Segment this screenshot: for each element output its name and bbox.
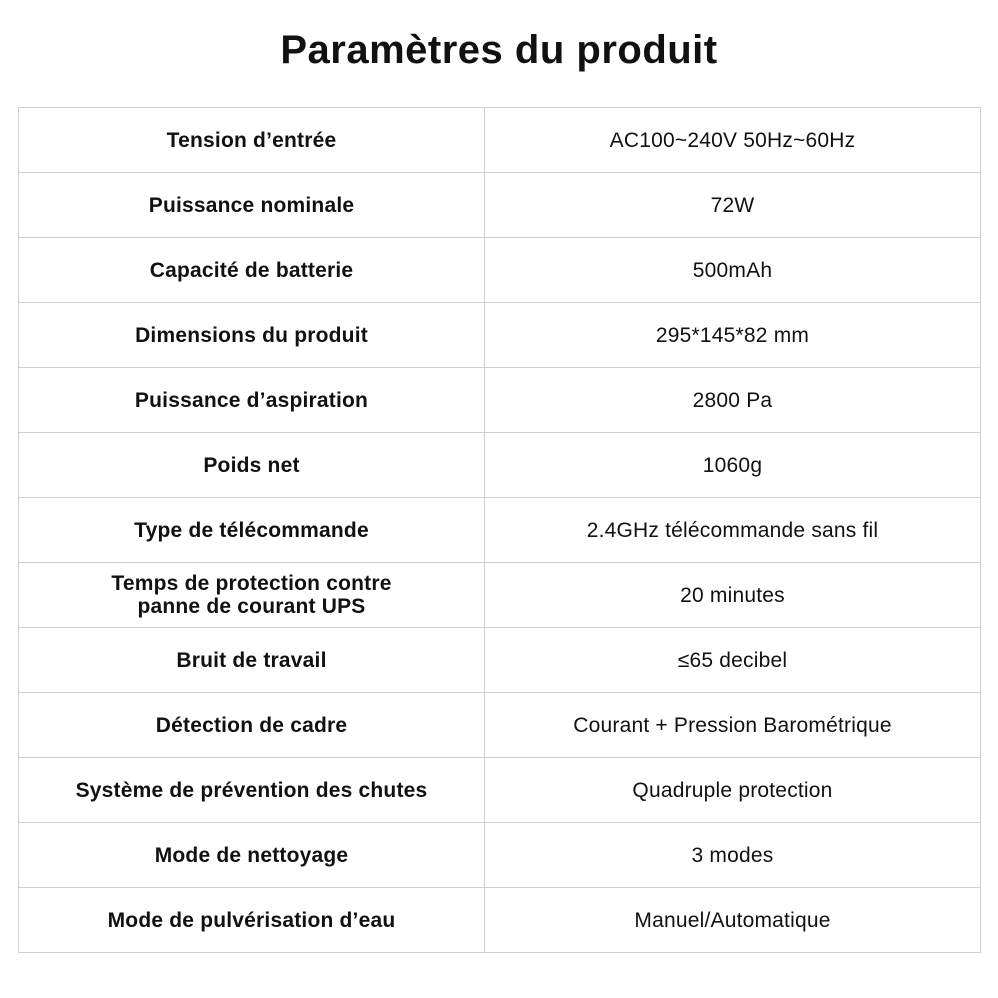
table-row — [19, 628, 981, 693]
table-row — [19, 173, 981, 238]
spec-label: Mode de nettoyage — [19, 823, 485, 888]
spec-label: Type de télécommande — [19, 498, 485, 563]
table-row — [19, 238, 981, 303]
spec-label: Système de prévention des chutes — [19, 758, 485, 823]
spec-label: Capacité de batterie — [19, 238, 485, 303]
table-row — [19, 108, 981, 173]
table-row — [19, 823, 981, 888]
spec-value: 20 minutes — [485, 563, 981, 628]
spec-value: 2800 Pa — [485, 368, 981, 433]
spec-value: Quadruple protection — [485, 758, 981, 823]
spec-value: 500mAh — [485, 238, 981, 303]
spec-value: ≤65 decibel — [485, 628, 981, 693]
table-row — [19, 498, 981, 563]
spec-label: Dimensions du produit — [19, 303, 485, 368]
spec-label: Mode de pulvérisation d’eau — [19, 888, 485, 953]
table-row — [19, 888, 981, 953]
table-row — [19, 563, 981, 628]
table-row — [19, 303, 981, 368]
spec-table — [18, 107, 981, 953]
table-row — [19, 758, 981, 823]
spec-value: Courant + Pression Barométrique — [485, 693, 981, 758]
spec-label: Puissance d’aspiration — [19, 368, 485, 433]
spec-label: Temps de protection contre panne de courant UPS — [19, 563, 485, 628]
spec-value: 295*145*82 mm — [485, 303, 981, 368]
spec-value: 1060g — [485, 433, 981, 498]
table-row — [19, 368, 981, 433]
spec-label: Tension d’entrée — [19, 108, 485, 173]
page-title: Paramètres du produit — [280, 28, 718, 72]
spec-value: 3 modes — [485, 823, 981, 888]
spec-value: Manuel/Automatique — [485, 888, 981, 953]
spec-label: Bruit de travail — [19, 628, 485, 693]
spec-label: Détection de cadre — [19, 693, 485, 758]
spec-label: Poids net — [19, 433, 485, 498]
table-row — [19, 433, 981, 498]
table-row — [19, 693, 981, 758]
spec-value: 2.4GHz télécommande sans fil — [485, 498, 981, 563]
spec-label: Puissance nominale — [19, 173, 485, 238]
spec-value: AC100~240V 50Hz~60Hz — [485, 108, 981, 173]
spec-value: 72W — [485, 173, 981, 238]
